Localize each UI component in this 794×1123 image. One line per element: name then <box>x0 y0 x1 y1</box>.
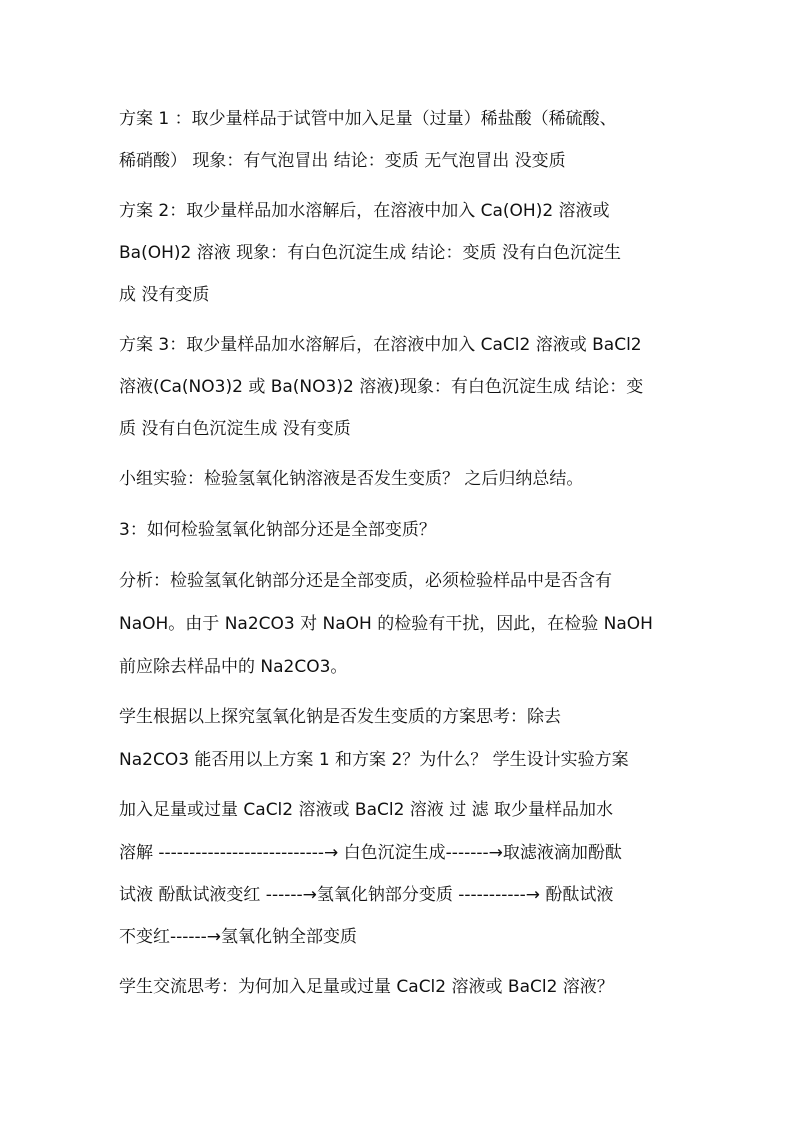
scheme-3-line-1: 方案 3：取少量样品加水溶解后，在溶液中加入 CaCl2 溶液或 BaCl2 <box>119 335 642 355</box>
analysis-line-2: NaOH。由于 Na2CO3 对 NaOH 的检验有干扰，因此，在检验 NaOH <box>119 614 653 634</box>
scheme-2-line-1: 方案 2：取少量样品加水溶解后，在溶液中加入 Ca(OH)2 溶液或 <box>119 201 610 221</box>
student-thinking-line-1: 学生根据以上探究氢氧化钠是否发生变质的方案思考：除去 <box>119 707 561 727</box>
scheme-1-line-1: 方案 1 ：取少量样品于试管中加入足量（过量）稀盐酸（稀硫酸、 <box>119 109 617 129</box>
scheme-3-line-2: 溶液(Ca(NO3)2 或 Ba(NO3)2 溶液)现象：有白色沉淀生成 结论：变 <box>119 377 644 397</box>
group-experiment-line: 小组实验：检验氢氧化钠溶液是否发生变质？ 之后归纳总结。 <box>119 469 584 489</box>
experiment-design-line-2: 溶解 ---------------------------→ 白色沉淀生成-------→取滤液滴加酚酞 <box>119 843 622 863</box>
question-3-line: 3：如何检验氢氧化钠部分还是全部变质？ <box>119 520 436 540</box>
scheme-2-line-3: 成 没有变质 <box>119 285 210 305</box>
experiment-design-line-1: 加入足量或过量 CaCl2 溶液或 BaCl2 溶液 过 滤 取少量样品加水 <box>119 800 614 820</box>
student-thinking-line-2: Na2CO3 能否用以上方案 1 和方案 2？为什么？ 学生设计实验方案 <box>119 750 629 770</box>
experiment-design-line-4: 不变红------→氢氧化钠全部变质 <box>119 927 358 947</box>
student-discussion-line: 学生交流思考：为何加入足量或过量 CaCl2 溶液或 BaCl2 溶液？ <box>119 977 614 997</box>
analysis-line-1: 分析：检验氢氧化钠部分还是全部变质，必须检验样品中是否含有 <box>119 571 612 591</box>
experiment-design-line-3: 试液 酚酞试液变红 ------→氢氧化钠部分变质 -----------→ 酚酞试液 <box>119 885 614 905</box>
analysis-line-3: 前应除去样品中的 Na2CO3。 <box>119 657 348 677</box>
scheme-3-line-3: 质 没有白色沉淀生成 没有变质 <box>119 419 351 439</box>
scheme-2-line-2: Ba(OH)2 溶液 现象：有白色沉淀生成 结论：变质 没有白色沉淀生 <box>119 243 621 263</box>
scheme-1-line-2: 稀硝酸） 现象：有气泡冒出 结论：变质 无气泡冒出 没变质 <box>119 151 566 171</box>
